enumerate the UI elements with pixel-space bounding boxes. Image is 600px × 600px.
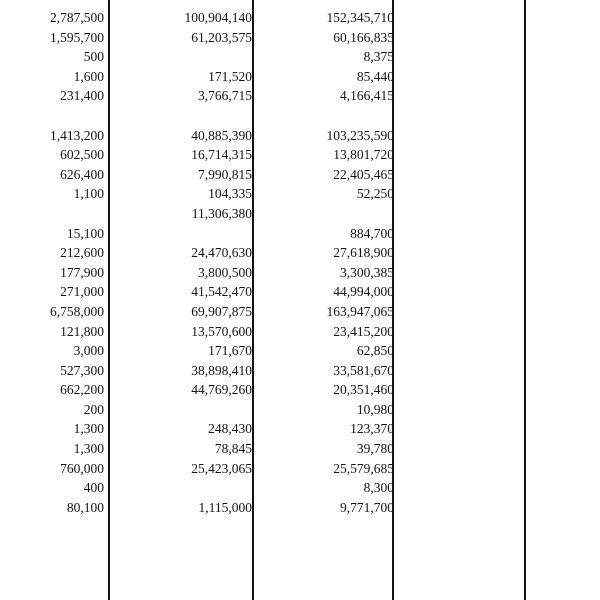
table-cell-col1: 15,100 (66, 225, 104, 241)
table-cell-col2: 25,423,065 (191, 460, 252, 476)
table-row (0, 282, 600, 302)
table-cell-col3: 10,980 (356, 401, 394, 417)
table-cell-col1: 231,400 (60, 88, 104, 104)
table-cell-col1: 121,800 (60, 323, 104, 339)
table-cell-col3: 8,300 (363, 480, 394, 496)
table-cell-col2: 40,885,390 (191, 127, 252, 143)
table-cell-col3: 25,579,685 (333, 460, 394, 476)
table-cell-spacer (104, 8, 112, 28)
table-cell-col2 (112, 106, 252, 126)
table-cell-spacer (104, 302, 112, 322)
table-cell-spacer (394, 439, 402, 459)
table-cell-col1: 662,200 (60, 382, 104, 398)
table-cell-col1: 602,500 (60, 147, 104, 163)
table-cell-col1: 400 (83, 480, 104, 496)
table-cell-spacer (394, 282, 402, 302)
table-cell-col2: 3,800,500 (198, 264, 252, 280)
table-cell-col1: 1,100 (73, 186, 104, 202)
table-cell-col4 (402, 28, 600, 48)
table-cell-col4 (402, 322, 600, 342)
table-cell-spacer (104, 67, 112, 87)
table-cell-col2: 13,570,600 (191, 323, 252, 339)
table-cell-col1: 212,600 (60, 245, 104, 261)
table-row (0, 361, 600, 381)
table-cell-col3: 20,351,460 (333, 382, 394, 398)
table-row (0, 204, 600, 224)
table-cell-col3: 3,300,385 (340, 264, 394, 280)
table-row (0, 47, 600, 67)
table-row (0, 86, 600, 106)
table-cell-col4 (402, 106, 600, 126)
table-cell-col2: 69,907,875 (191, 303, 252, 319)
table-cell-col1 (0, 106, 104, 126)
table-cell-col4 (402, 498, 600, 518)
table-cell-spacer (394, 28, 402, 48)
table-cell-spacer (394, 302, 402, 322)
table-cell-spacer (394, 165, 402, 185)
table-cell-col4 (402, 263, 600, 283)
table-cell-col4 (402, 439, 600, 459)
table-row (0, 263, 600, 283)
table-cell-col1: 626,400 (60, 166, 104, 182)
table-cell-col1: 6,758,000 (50, 303, 104, 319)
table-cell-col4 (402, 243, 600, 263)
table-cell-col2: 248,430 (208, 421, 252, 437)
table-cell-col2 (112, 224, 252, 244)
table-cell-col2 (112, 478, 252, 498)
table-cell-col2: 1,115,000 (198, 499, 252, 515)
table-cell-spacer (104, 380, 112, 400)
table-cell-spacer (394, 498, 402, 518)
table-cell-spacer (104, 400, 112, 420)
table-row (0, 341, 600, 361)
table-row (0, 184, 600, 204)
table-cell-col4 (402, 361, 600, 381)
table-cell-spacer (394, 263, 402, 283)
table-cell-spacer (394, 204, 402, 224)
table-cell-spacer (394, 322, 402, 342)
table-cell-col3: 44,994,000 (333, 284, 394, 300)
table-cell-col1: 1,300 (73, 441, 104, 457)
table-row (0, 380, 600, 400)
table-cell-col3: 123,370 (350, 421, 394, 437)
table-cell-spacer (104, 86, 112, 106)
table-cell-spacer (394, 224, 402, 244)
table-cell-spacer (104, 243, 112, 263)
table-cell-spacer (394, 400, 402, 420)
table-cell-col3 (258, 204, 394, 224)
table-cell-spacer (394, 478, 402, 498)
table-cell-col2 (112, 400, 252, 420)
table-cell-col1: 527,300 (60, 362, 104, 378)
table-row (0, 165, 600, 185)
figures-table-area (0, 8, 600, 517)
table-row (0, 126, 600, 146)
table-cell-col3: 33,581,670 (333, 362, 394, 378)
table-cell-col3: 39,780 (356, 441, 394, 457)
table-cell-col3: 22,405,465 (333, 166, 394, 182)
table-cell-spacer (104, 165, 112, 185)
table-cell-col3: 23,415,200 (333, 323, 394, 339)
table-cell-spacer (394, 8, 402, 28)
table-cell-col4 (402, 400, 600, 420)
table-cell-col2: 44,769,260 (191, 382, 252, 398)
table-cell-col4 (402, 282, 600, 302)
table-cell-col2: 171,520 (208, 68, 252, 84)
table-row (0, 478, 600, 498)
table-row (0, 106, 600, 126)
table-cell-col3: 152,345,710 (326, 10, 394, 25)
table-row (0, 243, 600, 263)
table-cell-col1: 1,600 (73, 68, 104, 84)
table-cell-col4 (402, 419, 600, 439)
table-cell-col4 (402, 86, 600, 106)
table-cell-col4 (402, 459, 600, 479)
table-row (0, 28, 600, 48)
table-cell-spacer (104, 263, 112, 283)
table-cell-spacer (394, 243, 402, 263)
table-cell-spacer (394, 459, 402, 479)
table-cell-col1: 177,900 (60, 264, 104, 280)
table-cell-col4 (402, 341, 600, 361)
table-cell-col1: 3,000 (73, 343, 104, 359)
table-cell-col3 (258, 106, 394, 126)
table-row (0, 400, 600, 420)
table-cell-col3: 4,166,415 (340, 88, 394, 104)
table-cell-spacer (104, 322, 112, 342)
table-cell-spacer (104, 145, 112, 165)
table-cell-col2: 38,898,410 (191, 362, 252, 378)
table-cell-col1: 80,100 (66, 499, 104, 515)
table-cell-col2: 7,990,815 (198, 166, 252, 182)
table-row (0, 67, 600, 87)
table-cell-col2: 78,845 (214, 441, 252, 457)
table-cell-col1: 500 (83, 49, 104, 65)
table-cell-spacer (104, 341, 112, 361)
table-cell-spacer (394, 106, 402, 126)
table-cell-spacer (104, 361, 112, 381)
table-row (0, 322, 600, 342)
table-cell-col1: 200 (83, 401, 104, 417)
table-cell-col2: 171,670 (208, 343, 252, 359)
table-row (0, 8, 600, 28)
table-cell-col1 (0, 204, 104, 224)
table-cell-spacer (104, 498, 112, 518)
table-cell-spacer (104, 106, 112, 126)
table-cell-col3: 62,850 (356, 343, 394, 359)
table-cell-col4 (402, 8, 600, 28)
table-cell-spacer (104, 439, 112, 459)
table-cell-spacer (394, 419, 402, 439)
table-cell-col4 (402, 478, 600, 498)
table-cell-spacer (104, 282, 112, 302)
table-cell-col2: 104,335 (208, 186, 252, 202)
table-cell-col4 (402, 126, 600, 146)
table-cell-col1: 1,413,200 (50, 127, 104, 143)
table-cell-spacer (394, 145, 402, 165)
table-cell-col3: 60,166,835 (333, 29, 394, 45)
table-cell-spacer (394, 126, 402, 146)
table-cell-col4 (402, 165, 600, 185)
table-cell-col1: 1,300 (73, 421, 104, 437)
table-cell-spacer (104, 28, 112, 48)
table-cell-col2: 11,306,380 (191, 205, 252, 221)
table-cell-col2: 24,470,630 (191, 245, 252, 261)
table-cell-col4 (402, 145, 600, 165)
table-cell-col3: 8,375 (363, 49, 394, 65)
table-cell-col1: 760,000 (60, 460, 104, 476)
table-cell-col2 (112, 47, 252, 67)
table-cell-spacer (394, 67, 402, 87)
table-cell-col2: 100,904,140 (184, 10, 252, 25)
table-row (0, 145, 600, 165)
table-cell-col2: 3,766,715 (198, 88, 252, 104)
table-row (0, 459, 600, 479)
table-cell-spacer (104, 204, 112, 224)
table-row (0, 498, 600, 518)
table-cell-spacer (104, 478, 112, 498)
table-cell-col4 (402, 204, 600, 224)
table-cell-col2: 16,714,315 (191, 147, 252, 163)
table-cell-col3: 85,440 (356, 68, 394, 84)
table-cell-col1: 1,595,700 (50, 29, 104, 45)
table-cell-spacer (394, 184, 402, 204)
figures-table (0, 8, 600, 517)
table-cell-col4 (402, 380, 600, 400)
table-cell-spacer (104, 184, 112, 204)
table-cell-col4 (402, 302, 600, 322)
table-cell-spacer (104, 47, 112, 67)
table-cell-col4 (402, 67, 600, 87)
table-cell-col2: 61,203,575 (191, 29, 252, 45)
table-cell-col1: 271,000 (60, 284, 104, 300)
table-cell-spacer (104, 224, 112, 244)
table-cell-col4 (402, 47, 600, 67)
table-cell-col3: 52,250 (356, 186, 394, 202)
table-cell-col3: 27,618,900 (333, 245, 394, 261)
table-row (0, 224, 600, 244)
table-cell-col4 (402, 224, 600, 244)
table-row (0, 439, 600, 459)
table-cell-col2: 41,542,470 (191, 284, 252, 300)
table-row (0, 419, 600, 439)
table-cell-col4 (402, 184, 600, 204)
table-row (0, 302, 600, 322)
table-cell-col3: 9,771,700 (340, 499, 394, 515)
table-cell-spacer (104, 459, 112, 479)
table-cell-col3: 103,235,590 (326, 127, 394, 143)
table-cell-col3: 163,947,065 (326, 303, 394, 319)
table-cell-spacer (104, 126, 112, 146)
table-cell-spacer (394, 86, 402, 106)
figures-table-body (0, 8, 600, 517)
table-cell-spacer (394, 380, 402, 400)
table-cell-col1: 2,787,500 (50, 10, 104, 25)
table-cell-spacer (394, 47, 402, 67)
table-cell-spacer (394, 341, 402, 361)
table-cell-spacer (104, 419, 112, 439)
table-cell-col3: 884,700 (350, 225, 394, 241)
table-cell-col3: 13,801,720 (333, 147, 394, 163)
table-cell-spacer (394, 361, 402, 381)
